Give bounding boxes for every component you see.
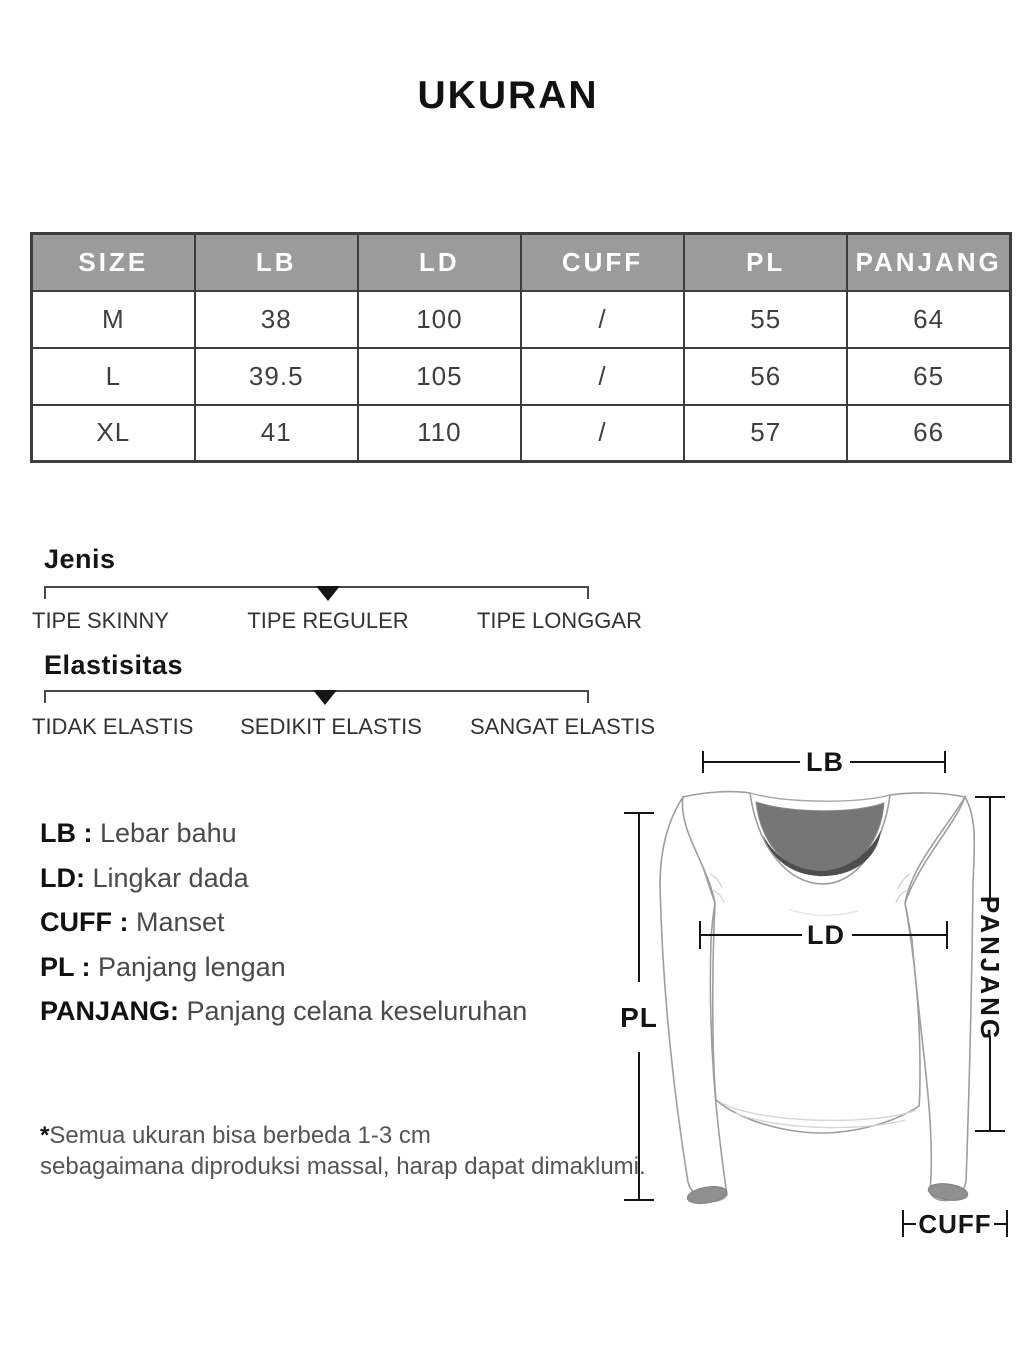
header-cell-pl: PL (684, 234, 847, 291)
elasticity-scale-heading: Elastisitas (44, 650, 184, 680)
legend-term: PANJANG: (40, 996, 180, 1026)
table-row-xl (32, 405, 1011, 462)
measurement-legend (40, 818, 527, 1041)
cuff-dimension-label: CUFF (918, 1209, 992, 1239)
elasticity-label-tidak: TIDAK ELASTIS (32, 714, 194, 739)
ld-dimension-label: LD (807, 920, 845, 950)
table-cell: 55 (684, 291, 847, 348)
elasticity-label-sedikit: SEDIKIT ELASTIS (240, 714, 422, 739)
legend-item-lb (40, 818, 527, 863)
table-cell: / (521, 291, 684, 348)
table-cell: 105 (358, 348, 521, 405)
table-cell: 39.5 (195, 348, 358, 405)
header-cell-panjang: PANJANG (847, 234, 1010, 291)
legend-term: PL : (40, 951, 91, 982)
type-scale-heading: Jenis (44, 544, 116, 574)
size-table (30, 232, 1012, 463)
type-label-longgar: TIPE LONGGAR (476, 608, 642, 633)
table-row-m (32, 291, 1011, 348)
note-line2: sebagaimana diproduksi massal, harap dapat dimaklumi. (40, 1153, 646, 1180)
type-marker-triangle-icon (316, 586, 340, 601)
pl-dimension-label: PL (620, 1002, 658, 1033)
legend-definition: Lebar bahu (100, 818, 237, 848)
panjang-dimension-label: PANJANG (975, 895, 1005, 1043)
table-cell: 65 (847, 348, 1010, 405)
legend-item-ld (40, 863, 527, 908)
size-disclaimer-note (40, 1120, 646, 1182)
legend-definition: Panjang lengan (98, 951, 286, 982)
page-title: UKURAN (417, 74, 599, 117)
table-cell: 100 (358, 291, 521, 348)
elasticity-label-sangat: SANGAT ELASTIS (469, 714, 655, 739)
table-cell: 57 (684, 405, 847, 462)
size-table-body (32, 291, 1011, 462)
table-cell: / (521, 348, 684, 405)
table-cell: XL (32, 405, 195, 462)
header-cell-ld: LD (358, 234, 521, 291)
elasticity-marker-triangle-icon (313, 690, 337, 705)
legend-item-cuff (40, 907, 527, 952)
header-row (32, 234, 1011, 291)
table-cell: 110 (358, 405, 521, 462)
table-row-l (32, 348, 1011, 405)
shirt-measurement-diagram (600, 740, 1016, 1254)
lb-dimension-label: LB (806, 747, 844, 777)
table-cell: 41 (195, 405, 358, 462)
table-cell: 66 (847, 405, 1010, 462)
header-cell-cuff: CUFF (521, 234, 684, 291)
table-cell: 64 (847, 291, 1010, 348)
legend-item-pl (40, 952, 527, 997)
table-cell: L (32, 348, 195, 405)
legend-term: LD: (40, 862, 85, 893)
table-cell: 38 (195, 291, 358, 348)
type-label-reguler: TIPE REGULER (247, 608, 409, 633)
note-line1: Semua ukuran bisa berbeda 1-3 cm (49, 1122, 431, 1149)
header-cell-lb: LB (195, 234, 358, 291)
type-label-skinny: TIPE SKINNY (32, 608, 169, 633)
legend-item-panjang (40, 996, 527, 1041)
table-cell: M (32, 291, 195, 348)
size-table-header (32, 234, 1011, 291)
table-cell: 56 (684, 348, 847, 405)
legend-definition: Manset (136, 907, 225, 937)
header-cell-size: SIZE (32, 234, 195, 291)
legend-term: CUFF : (40, 907, 129, 937)
legend-term: LB : (40, 818, 93, 848)
legend-definition: Panjang celana keseluruhan (186, 996, 528, 1026)
table-cell: / (521, 405, 684, 462)
asterisk: * (40, 1122, 50, 1149)
legend-definition: Lingkar dada (92, 862, 249, 893)
collar-back-line (750, 793, 890, 801)
